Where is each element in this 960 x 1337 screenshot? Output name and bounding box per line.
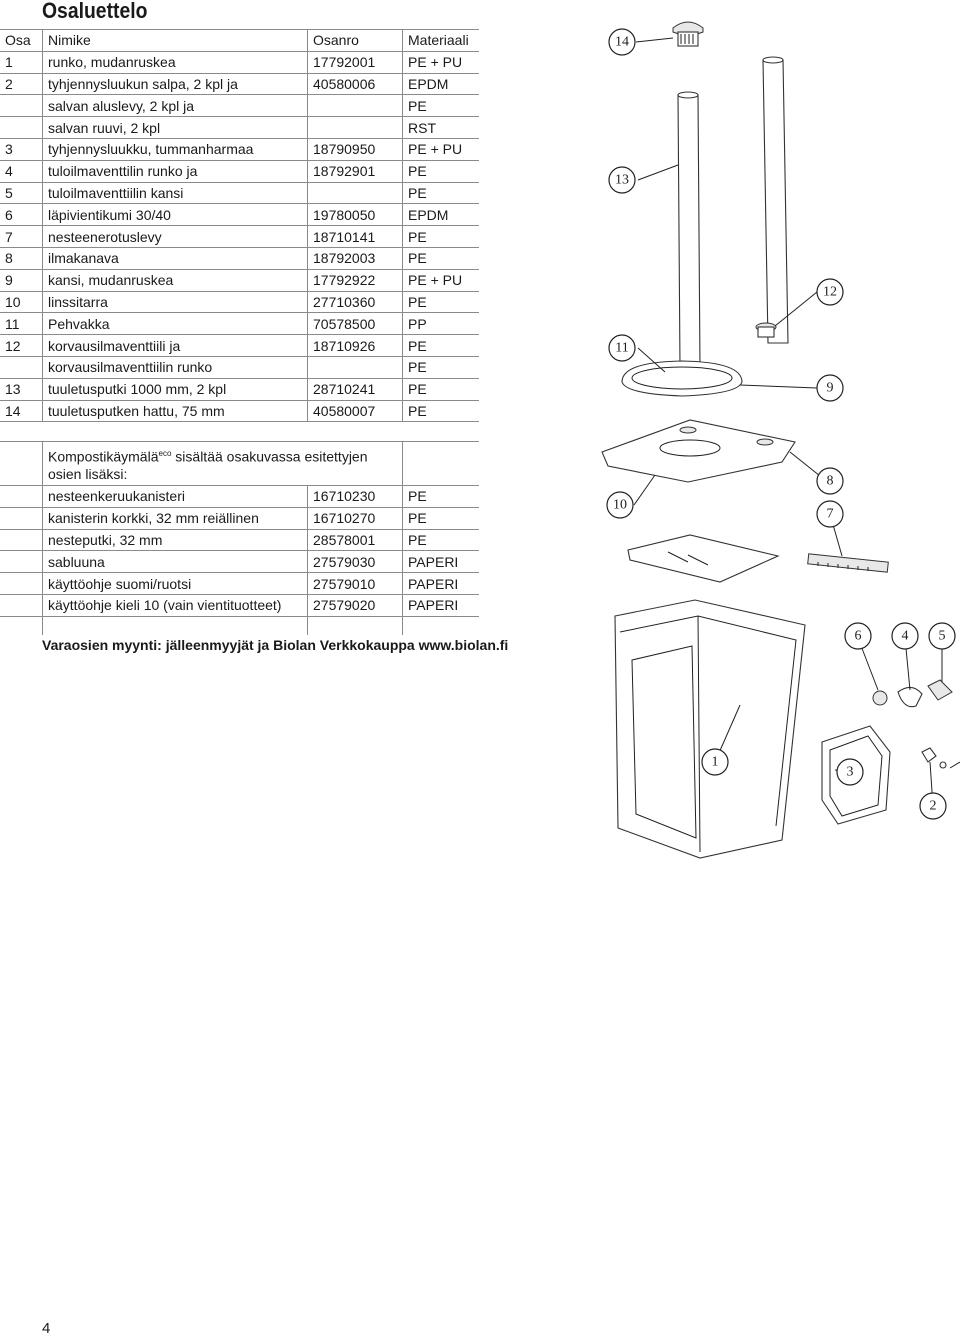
row-materiaali: PE + PU (403, 269, 480, 291)
row-osanro: 18710926 (308, 335, 403, 357)
row-materiaali: PE (403, 356, 480, 378)
callout-8 (817, 468, 843, 494)
list-item (0, 507, 479, 529)
row-osa: 5 (0, 182, 43, 204)
callout-4 (892, 623, 918, 649)
extra-materiaali: PAPERI (403, 551, 480, 573)
callout-number: 3 (846, 764, 854, 780)
table-row (0, 51, 479, 73)
row-nimike: linssitarra (43, 291, 308, 313)
extra-materiaali: PE (403, 529, 480, 551)
extra-intro-row (0, 442, 479, 486)
table-row (0, 269, 479, 291)
row-osa: 12 (0, 335, 43, 357)
extra-materiaali: PE (403, 486, 480, 508)
row-osanro: 18792901 (308, 160, 403, 182)
callout-9 (817, 375, 843, 401)
page-number: 4 (42, 1320, 51, 1337)
callout-number: 13 (615, 172, 629, 188)
row-osanro: 18710141 (308, 226, 403, 248)
callout-number: 7 (826, 506, 834, 522)
row-osanro (308, 356, 403, 378)
extra-intro-text: Kompostikäymälä$^{eco}$ sisältää osakuvassa esitettyjen osien lisäksi: (43, 442, 403, 486)
extra-nimike: kanisterin korkki, 32 mm reiällinen (43, 507, 308, 529)
extra-nimike: sabluuna (43, 551, 308, 573)
row-nimike: salvan aluslevy, 2 kpl ja (43, 95, 308, 117)
row-osa: 3 (0, 138, 43, 160)
extra-nimike: käyttöohje suomi/ruotsi (43, 573, 308, 595)
exploded-parts-drawing (560, 0, 960, 860)
table-row (0, 247, 479, 269)
air-channel-drawing (808, 554, 889, 572)
table-row (0, 400, 479, 422)
row-osanro: 18792003 (308, 247, 403, 269)
row-osa: 7 (0, 226, 43, 248)
row-materiaali: PE + PU (403, 138, 480, 160)
row-osa: 6 (0, 204, 43, 226)
callout-number: 10 (613, 497, 627, 513)
row-nimike: runko, mudanruskea (43, 51, 308, 73)
extra-materiaali: PE (403, 507, 480, 529)
table-row (0, 378, 479, 400)
page-title: Osaluettelo (42, 0, 148, 23)
callout-5 (929, 623, 955, 649)
row-osa: 2 (0, 73, 43, 95)
row-osanro: 17792922 (308, 269, 403, 291)
row-nimike: läpivientikumi 30/40 (43, 204, 308, 226)
extra-osanro: 27579030 (308, 551, 403, 573)
row-materiaali: PE (403, 247, 480, 269)
latch-parts-drawing (922, 748, 960, 768)
callout-number: 11 (615, 340, 629, 356)
header-nimike: Nimike (43, 30, 308, 52)
table-row (0, 160, 479, 182)
row-materiaali: PE (403, 226, 480, 248)
table-row (0, 204, 479, 226)
callout-10 (607, 492, 633, 518)
row-materiaali: PE (403, 291, 480, 313)
list-item (0, 573, 479, 595)
row-nimike: nesteenerotuslevy (43, 226, 308, 248)
row-osa (0, 117, 43, 139)
callout-number: 5 (938, 628, 946, 644)
row-osanro: 40580007 (308, 400, 403, 422)
body-drawing (615, 600, 805, 858)
row-nimike: salvan ruuvi, 2 kpl (43, 117, 308, 139)
row-nimike: ilmakanava (43, 247, 308, 269)
extra-nimike: nesteenkeruukanisteri (43, 486, 308, 508)
extra-items-table (0, 441, 479, 635)
lid-drawing (602, 420, 795, 482)
row-materiaali: PE (403, 400, 480, 422)
extra-osanro: 16710230 (308, 486, 403, 508)
row-osanro: 27710360 (308, 291, 403, 313)
callout-12 (817, 279, 843, 305)
row-nimike: korvausilmaventtiilin runko (43, 356, 308, 378)
row-osa (0, 95, 43, 117)
row-materiaali: RST (403, 117, 480, 139)
table-header-row (0, 30, 479, 52)
row-osa: 11 (0, 313, 43, 335)
row-nimike: Pehvakka (43, 313, 308, 335)
extra-osanro: 28578001 (308, 529, 403, 551)
row-materiaali: PE (403, 335, 480, 357)
row-osa: 8 (0, 247, 43, 269)
row-osa: 1 (0, 51, 43, 73)
header-materiaali: Materiaali (403, 30, 480, 52)
row-osa: 10 (0, 291, 43, 313)
list-item (0, 529, 479, 551)
row-materiaali: PE + PU (403, 51, 480, 73)
callout-number: 4 (901, 628, 909, 644)
callout-14 (609, 29, 635, 55)
row-nimike: tuuletusputken hattu, 75 mm (43, 400, 308, 422)
row-osa (0, 356, 43, 378)
table-row (0, 291, 479, 313)
row-osanro: 70578500 (308, 313, 403, 335)
callout-number: 2 (929, 798, 937, 814)
table-row (0, 182, 479, 204)
extra-osanro: 27579010 (308, 573, 403, 595)
list-item (0, 551, 479, 573)
extra-materiaali: PAPERI (403, 594, 480, 616)
table-row (0, 313, 479, 335)
separation-plate-drawing (628, 535, 778, 582)
row-osa: 4 (0, 160, 43, 182)
header-osanro: Osanro (308, 30, 403, 52)
row-osanro: 28710241 (308, 378, 403, 400)
row-osanro: 19780050 (308, 204, 403, 226)
extra-nimike: nesteputki, 32 mm (43, 529, 308, 551)
vent-cap-drawing (673, 22, 703, 46)
inlet-valve-parts-drawing (873, 680, 952, 707)
table-row (0, 138, 479, 160)
row-nimike: tyhjennysluukun salpa, 2 kpl ja (43, 73, 308, 95)
row-osanro (308, 182, 403, 204)
callout-number: 1 (711, 754, 719, 770)
row-materiaali: EPDM (403, 204, 480, 226)
row-osa: 9 (0, 269, 43, 291)
row-nimike: korvausilmaventtiili ja (43, 335, 308, 357)
list-item (0, 486, 479, 508)
row-materiaali: PE (403, 378, 480, 400)
row-osa: 13 (0, 378, 43, 400)
callout-3 (837, 759, 863, 785)
row-osa: 14 (0, 400, 43, 422)
seat-drawing (622, 361, 742, 396)
row-osanro (308, 117, 403, 139)
list-item (0, 594, 479, 616)
callout-number: 8 (826, 473, 834, 489)
callout-7 (817, 501, 843, 527)
row-osanro: 18790950 (308, 138, 403, 160)
replacement-air-valve-drawing (756, 323, 776, 337)
table-row (0, 356, 479, 378)
extra-materiaali: PAPERI (403, 573, 480, 595)
callout-number: 9 (826, 380, 834, 396)
row-nimike: tuuletusputki 1000 mm, 2 kpl (43, 378, 308, 400)
row-osanro: 17792001 (308, 51, 403, 73)
callout-2 (920, 793, 946, 819)
row-nimike: tuloilmaventtilin runko ja (43, 160, 308, 182)
row-nimike: tuloilmaventtiilin kansi (43, 182, 308, 204)
spare-parts-note: Varaosien myynti: jälleenmyyjät ja Biolan Verkkokauppa www.biolan.fi (42, 637, 509, 653)
table-row (0, 73, 479, 95)
vent-pipe-drawing (678, 57, 788, 368)
table-row (0, 226, 479, 248)
row-nimike: tyhjennysluukku, tummanharmaa (43, 138, 308, 160)
callout-number: 14 (615, 34, 629, 50)
extra-osanro: 27579020 (308, 594, 403, 616)
row-materiaali: EPDM (403, 73, 480, 95)
extra-osanro: 16710270 (308, 507, 403, 529)
row-materiaali: PE (403, 160, 480, 182)
callout-13 (609, 167, 635, 193)
table-row (0, 95, 479, 117)
row-materiaali: PE (403, 95, 480, 117)
header-osa: Osa (0, 30, 43, 52)
callout-11 (609, 335, 635, 361)
callout-number: 6 (854, 628, 862, 644)
parts-table (0, 29, 479, 422)
table-row (0, 117, 479, 139)
table-row (0, 335, 479, 357)
row-nimike: kansi, mudanruskea (43, 269, 308, 291)
row-materiaali: PP (403, 313, 480, 335)
callout-6 (845, 623, 871, 649)
row-osanro (308, 95, 403, 117)
callout-1 (702, 749, 728, 775)
callout-number: 12 (823, 284, 837, 300)
row-osanro: 40580006 (308, 73, 403, 95)
extra-nimike: käyttöohje kieli 10 (vain vientituotteet) (43, 594, 308, 616)
row-materiaali: PE (403, 182, 480, 204)
